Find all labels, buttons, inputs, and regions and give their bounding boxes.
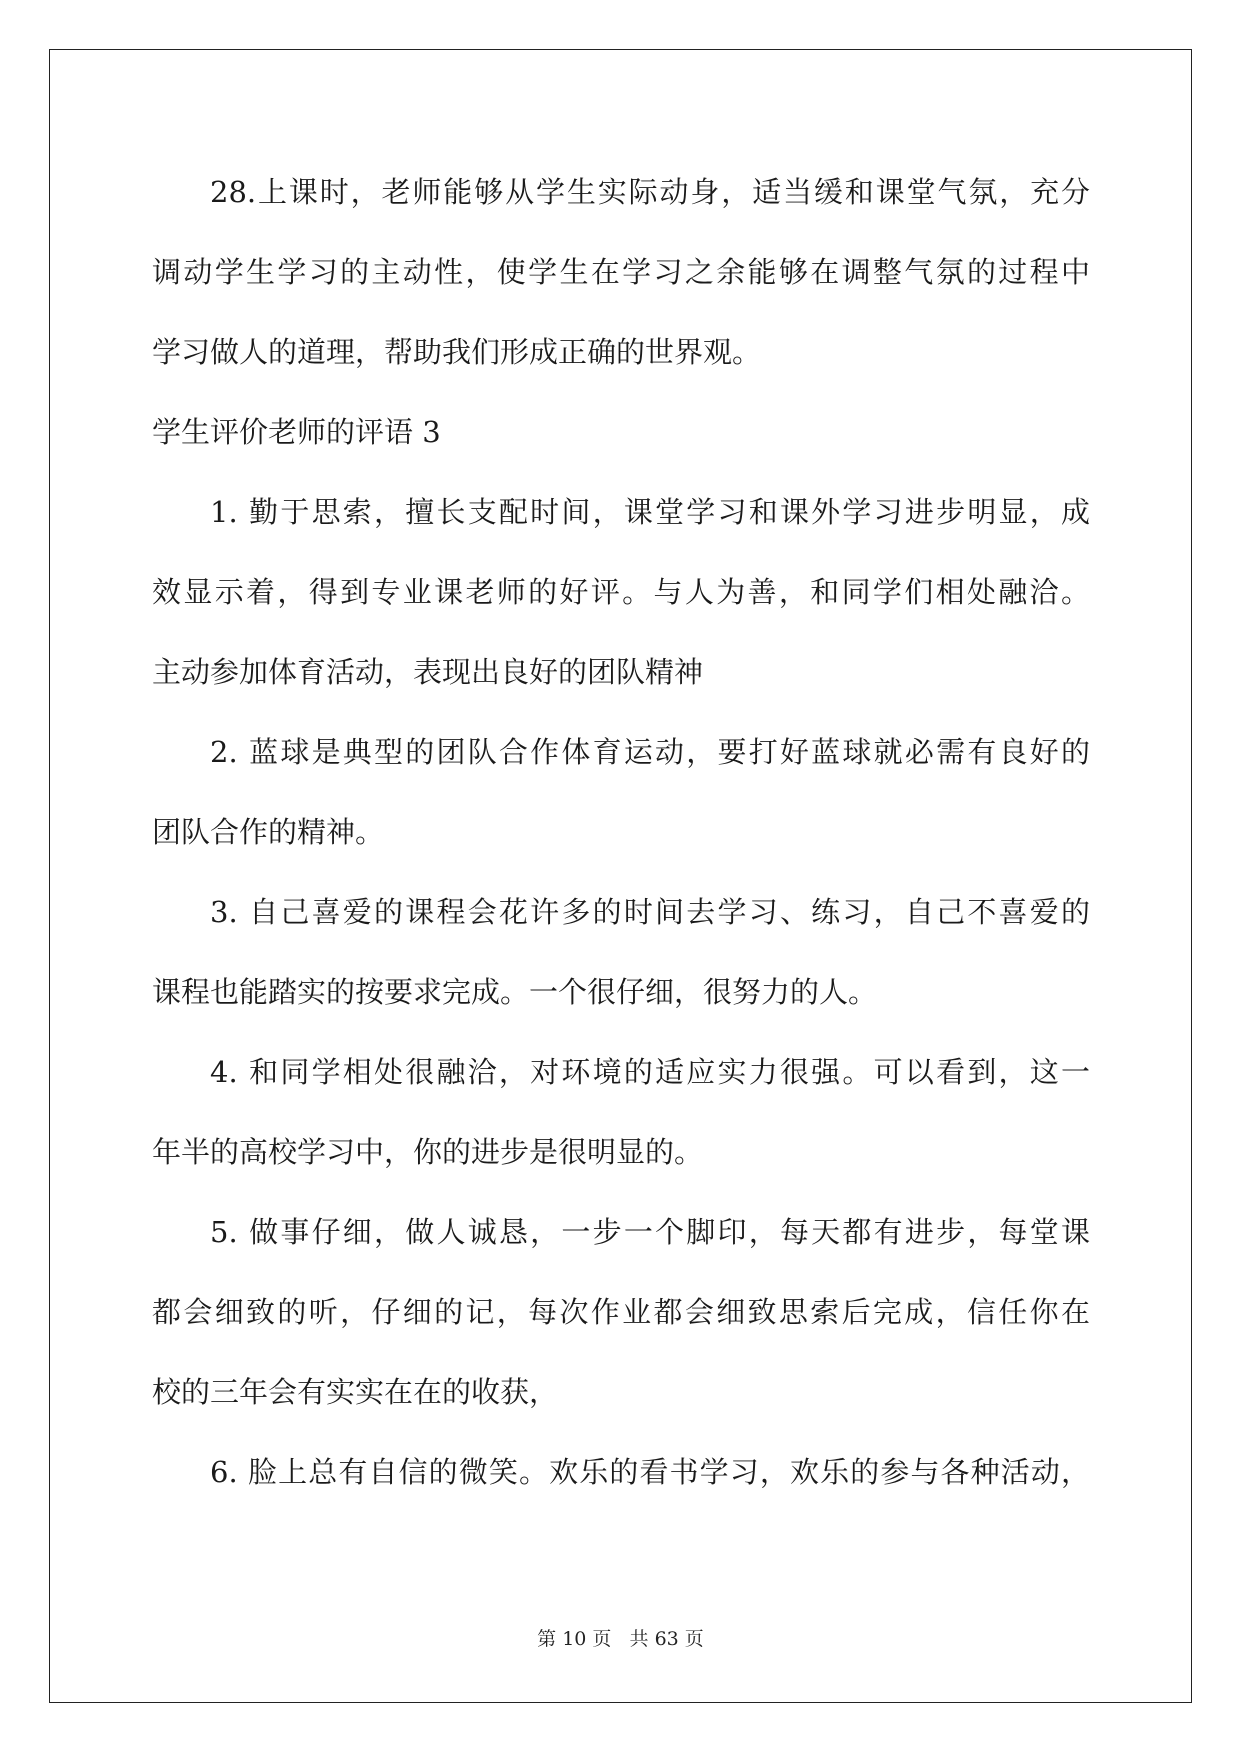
section-heading: 学生评价老师的评语 3 <box>152 415 441 449</box>
item-4-line-1: 4. 和同学相处很融洽，对环境的适应实力很强。可以看到，这一 <box>210 1055 1090 1089</box>
item-1-line-1: 1. 勤于思索，擅长支配时间，课堂学习和课外学习进步明显，成 <box>210 495 1090 529</box>
paragraph-28-line-1: 28.上课时，老师能够从学生实际动身，适当缓和课堂气氛，充分 <box>210 175 1090 209</box>
item-1-line-2: 效显示着，得到专业课老师的好评。与人为善，和同学们相处融洽。 <box>152 575 1090 609</box>
item-6-line-1: 6. 脸上总有自信的微笑。欢乐的看书学习，欢乐的参与各种活动， <box>210 1455 1090 1489</box>
paragraph-28-line-2: 调动学生学习的主动性，使学生在学习之余能够在调整气氛的过程中 <box>152 255 1090 289</box>
paragraph-28-line-3: 学习做人的道理，帮助我们形成正确的世界观。 <box>152 335 762 369</box>
item-2-line-2: 团队合作的精神。 <box>152 815 385 849</box>
item-5-line-3: 校的三年会有实实在在的收获， <box>152 1375 559 1409</box>
item-1-line-3: 主动参加体育活动，表现出良好的团队精神 <box>152 655 704 689</box>
item-2-line-1: 2. 蓝球是典型的团队合作体育运动，要打好蓝球就必需有良好的 <box>210 735 1090 769</box>
item-4-line-2: 年半的高校学习中，你的进步是很明显的。 <box>152 1135 704 1169</box>
item-5-line-1: 5. 做事仔细，做人诚恳，一步一个脚印，每天都有进步，每堂课 <box>210 1215 1090 1249</box>
item-5-line-2: 都会细致的听，仔细的记，每次作业都会细致思索后完成，信任你在 <box>152 1295 1090 1329</box>
item-3-line-1: 3. 自己喜爱的课程会花许多的时间去学习、练习，自己不喜爱的 <box>210 895 1090 929</box>
item-3-line-2: 课程也能踏实的按要求完成。一个很仔细，很努力的人。 <box>152 975 878 1009</box>
page-number-footer: 第 10 页 共 63 页 <box>537 1628 704 1650</box>
